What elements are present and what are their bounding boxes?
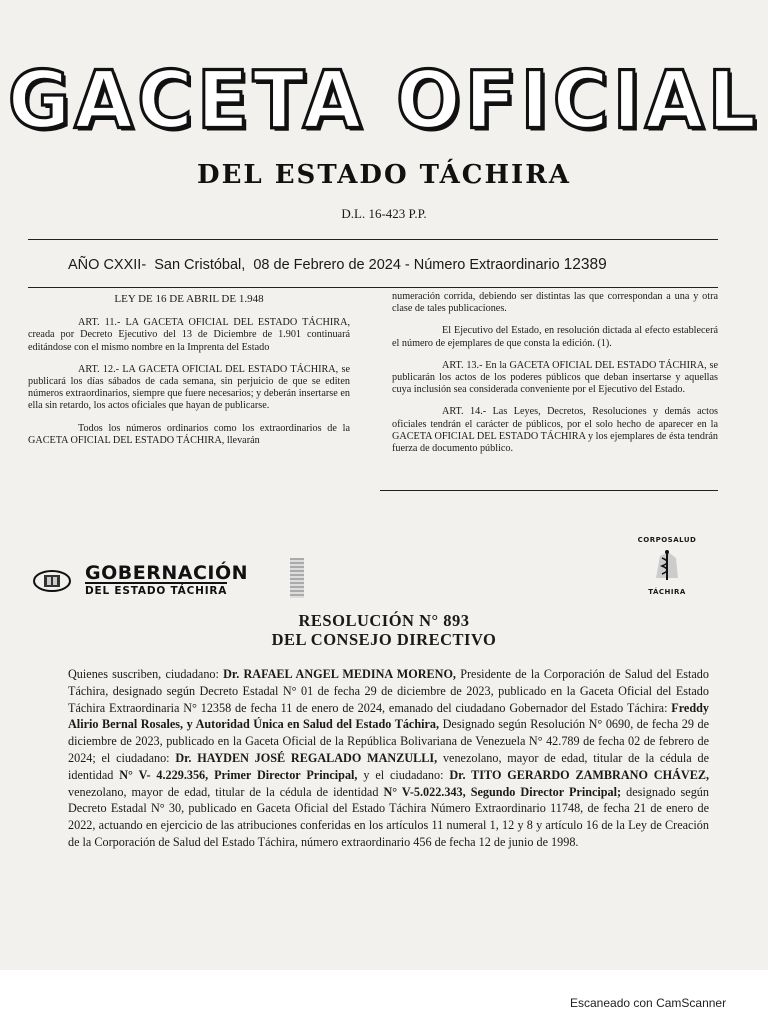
state-seal-icon [32, 569, 72, 593]
scanner-watermark: Escaneado con CamScanner [570, 996, 727, 1010]
law-bottom-rule [380, 490, 718, 491]
top-rule [28, 239, 718, 240]
masthead-subtitle: DEL ESTADO TÁCHIRA [197, 160, 571, 190]
law-art-12: ART. 12.- LA GACETA OFICIAL DEL ESTADO TÁCHIRA, se publicará los días sábados de cada semana, sin perjuicio de que se editen números extraordinarios, siempre que fuere necesarios; y deberán insertarse en ella sin retardo, los actos oficiales que hayan de publicarse. [28, 363, 350, 412]
legal-deposit: D.L. 16-423 P.P. [341, 206, 427, 221]
resolution-text-part: N° V- 4.229.356, Primer Director Principal, [119, 767, 358, 782]
resolution-text-part: designado según Decreto Estadal N° 30, publicado en Gaceta Oficial del Estado Táchira Número Extraordinario 11748, de fecha 21 de enero de 2022, actuando en ejercicio de las atribuciones conferidas en los artículos 11 numeral 1, 12 y 8 y artículo 16 de la Ley de Creación de la Corporación de Salud del Estado Táchira, número extraordinario 456 de fecha 12 de junio de 1998. [68, 784, 709, 849]
resolution-text-part: Dr. TITO GERARDO ZAMBRANO CHÁVEZ, [449, 767, 710, 782]
corposalud-logo [624, 536, 710, 596]
resolution-text-part: y el ciudadano: [357, 767, 450, 782]
issue-number: 12389 [563, 256, 607, 273]
issue-line [68, 256, 607, 274]
gobernacion-subtitle: DEL ESTADO TÁCHIRA [85, 582, 227, 597]
gobernacion-logo [32, 563, 277, 599]
issue-year: AÑO CXXII- [68, 257, 147, 273]
issue-date: 08 de Febrero de 2024 - Número Extraordinario [253, 257, 560, 273]
law-left-column [28, 293, 350, 457]
law-right-column [392, 291, 718, 465]
resolution-text-part: N° V-5.022.343, Segundo Director Principal; [383, 784, 622, 799]
issue-place: San Cristóbal, [154, 257, 246, 273]
resolution-text-part: venezolano, mayor de edad, titular de la cédula de identidad [68, 750, 709, 782]
stamp-mark [290, 558, 304, 598]
resolution-text-part: Freddy Alirio Bernal Rosales, y Autoridad Única en Salud del Estado Táchira, [68, 700, 709, 732]
resolution-number: RESOLUCIÓN N° 893 [298, 611, 470, 630]
issue-rule [28, 287, 718, 288]
corposalud-title: CORPOSALUD [637, 536, 697, 544]
resolution-council: DEL CONSEJO DIRECTIVO [271, 630, 497, 649]
masthead-title: GACETA OFICIAL [7, 52, 761, 147]
gobernacion-title: GOBERNACIÓN [85, 562, 249, 584]
resolution-body [68, 666, 709, 851]
masthead [0, 52, 768, 147]
law-numbers-text: Todos los números ordinarios como los extraordinarios de la GACETA OFICIAL DEL ESTADO TÁCHIRA, llevarán [28, 422, 350, 446]
law-art-13: ART. 13.- En la GACETA OFICIAL DEL ESTADO TÁCHIRA, se publicarán los actos de los poderes públicos que deban insertarse y aquellas cuya inclusión sea considerada conveniente por el Ejecutivo del Estado. [392, 359, 718, 396]
law-heading: LEY DE 16 DE ABRIL DE 1.948 [114, 293, 264, 305]
resolution-text-part: venezolano, mayor de edad, titular de la cédula de identidad [68, 784, 384, 799]
resolution-text-part: Quienes suscriben, ciudadano: [68, 667, 224, 681]
caduceus-icon [652, 548, 682, 582]
resolution-text-part: Dr. RAFAEL ANGEL MEDINA MORENO, [223, 667, 456, 681]
corposalud-subtitle: TÁCHIRA [648, 588, 686, 596]
law-art-11: ART. 11.- LA GACETA OFICIAL DEL ESTADO TÁCHIRA, creada por Decreto Ejecutivo del 13 de Diciembre de 1.901 continuará editándose con el mismo nombre en la Imprenta del Estado [28, 317, 350, 353]
law-numbering-text: numeración corrida, debiendo ser distintas las que correspondan a una y otra clase de tales publicaciones. [392, 291, 718, 315]
resolution-text-part: Presidente de la Corporación de Salud del Estado Táchira, designado según Decreto Estadal N° 01 de fecha 29 de diciembre de 2023, publicado en la Gaceta Oficial del Estado Táchira Extraordinaria N° 12358 de fecha 11 de enero de 2024, emanado del ciudadano Gobernador del Estado Táchira: [68, 667, 709, 715]
resolution-text-part: Designado según Resolución N° 0690, de fecha 29 de diciembre de 2023, publicado en la Gaceta Oficial de la República Bolivariana de Venezuela N° 42.789 de fecha 02 de febrero de 2024; el ciudadano: [68, 717, 709, 765]
law-art-14: ART. 14.- Las Leyes, Decretos, Resoluciones y demás actos oficiales tendrán el carácter de públicos, por el solo hecho de aparecer en la GACETA OFICIAL DEL ESTADO TÁCHIRA y los ejemplares de ésta tendrán fuerza de documento público. [392, 406, 718, 455]
law-executive-text: El Ejecutivo del Estado, en resolución dictada al efecto establecerá el número de ejemplares de que consta la edición. (1). [392, 325, 718, 349]
resolution-text-part: Dr. HAYDEN JOSÉ REGALADO MANZULLI, [175, 750, 438, 765]
